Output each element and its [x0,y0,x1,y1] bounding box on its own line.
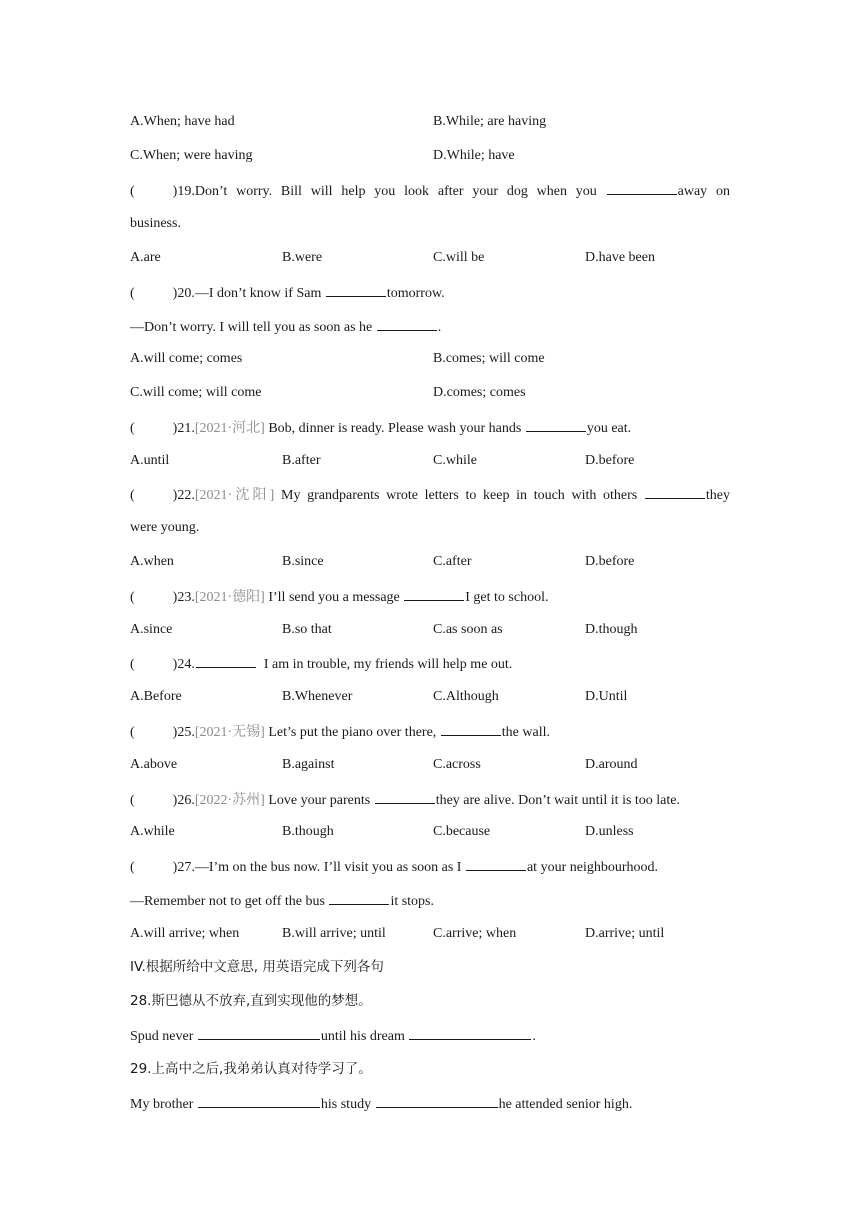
source-tag: [2021·德阳] [194,590,265,605]
q18-options-row-2 [130,146,730,166]
answer-blank[interactable] [376,1093,498,1108]
q25-stem [130,721,730,741]
q22-stem-cont: were young. [130,520,200,535]
q24-stem [130,653,730,673]
q20-text-end: tomorrow. [386,286,445,301]
q27-reply-end: it stops. [390,894,435,909]
q21-stem [130,417,730,437]
q26-option-a: A.while [130,824,175,839]
answer-paren: ( [130,860,135,875]
q19-text: Don’t worry. Bill will help you look after your dog when you [194,184,597,199]
answer-blank[interactable] [409,1025,531,1040]
q29-text: My brother [130,1097,194,1112]
answer-blank[interactable] [198,1025,320,1040]
question-number: )22. [172,488,195,503]
q24-options [130,687,730,707]
q26-stem [130,789,730,809]
q20-stem [130,282,730,302]
q27-reply [130,890,730,910]
q23-options [130,620,730,640]
q19-stem [130,180,730,200]
source-tag: [2021·无锡] [194,725,265,740]
answer-paren: ( [130,184,135,199]
answer-paren: ( [130,793,135,808]
answer-paren: ( [130,725,135,740]
q23-option-a: A.since [130,622,173,637]
answer-blank[interactable] [196,653,256,668]
question-number: )24. [172,657,195,672]
source-tag: [2022·苏州] [194,793,265,808]
q23-stem [130,586,730,606]
question-number: )21. [172,421,195,436]
q19-option-d: D.have been [585,250,655,265]
q21-text: Bob, dinner is ready. Please wash your hands [268,421,522,436]
answer-paren: ( [130,421,135,436]
q18-option-d: D.While; have [433,148,515,163]
q22-options [130,552,730,572]
q24-text: I am in trouble, my friends will help me out. [263,657,513,672]
q27-text-end: at your neighbourhood. [526,860,658,875]
q19-option-c: C.will be [433,250,485,265]
q18-option-c: C.When; were having [130,148,253,163]
answer-blank[interactable] [404,586,464,601]
q24-option-b: B.Whenever [282,689,353,704]
q19-options [130,248,730,268]
q21-text-end: you eat. [586,421,632,436]
q18-option-a: A.When; have had [130,114,235,129]
q25-options [130,755,730,775]
q29-text-end: he attended senior high. [498,1097,633,1112]
source-tag: [2021·沈阳] [194,488,275,503]
q24-option-d: D.Until [585,689,628,704]
answer-blank[interactable] [645,484,705,499]
q22-option-b: B.since [282,554,324,569]
source-tag: [2021·河北] [194,421,265,436]
section-heading: IV.根据所给中文意思, 用英语完成下列各句 [130,959,384,975]
q26-option-d: D.unless [585,824,634,839]
q25-option-c: C.across [433,757,481,772]
q23-text: I’ll send you a message [268,590,400,605]
answer-blank[interactable] [441,721,501,736]
q20-option-d: D.comes; comes [433,385,526,400]
q21-option-a: A.until [130,453,170,468]
q21-option-c: C.while [433,453,477,468]
q25-text: Let’s put the piano over there, [268,725,437,740]
q26-text-end: they are alive. Don’t wait until it is too late. [435,793,680,808]
answer-blank[interactable] [607,180,677,195]
q19-option-b: B.were [282,250,323,265]
answer-paren: ( [130,657,135,672]
q22-text-end: they [705,488,731,503]
q20-option-c: C.will come; will come [130,385,262,400]
question-number: )25. [172,725,195,740]
q20-text: —I don’t know if Sam [194,286,322,301]
q25-text-end: the wall. [501,725,551,740]
q19-stem-cont: business. [130,216,181,231]
q27-stem [130,856,730,876]
q19-text-end: away on [677,184,730,199]
q25-option-a: A.above [130,757,178,772]
answer-paren: ( [130,488,135,503]
q21-option-d: D.before [585,453,635,468]
question-number: )20. [172,286,195,301]
answer-blank[interactable] [526,417,586,432]
q20-option-b: B.comes; will come [433,351,545,366]
q28-text-end: . [532,1029,536,1044]
answer-blank[interactable] [375,789,435,804]
q25-option-d: D.around [585,757,638,772]
q22-option-c: C.after [433,554,472,569]
q22-option-a: A.when [130,554,174,569]
q28-chinese: 28.斯巴德从不放弃,直到实现他的梦想。 [130,993,372,1009]
q27-option-b: B.will arrive; until [282,926,386,941]
q28-text-mid: until his dream [320,1029,405,1044]
q28-english [130,1025,730,1045]
q22-option-d: D.before [585,554,635,569]
q21-options [130,451,730,471]
question-number: )26. [172,793,195,808]
q18-options-row-1 [130,112,730,132]
q20-option-a: A.will come; comes [130,351,243,366]
q29-text-mid: his study [320,1097,372,1112]
q20-options-row-1 [130,349,730,369]
q23-text-end: I get to school. [465,590,549,605]
q23-option-c: C.as soon as [433,622,503,637]
answer-blank[interactable] [326,282,386,297]
q29-chinese: 29.上高中之后,我弟弟认真对待学习了。 [130,1061,372,1077]
q28-text: Spud never [130,1029,194,1044]
q21-option-b: B.after [282,453,321,468]
q27-text: —I’m on the bus now. I’ll visit you as soon as I [194,860,462,875]
q27-option-a: A.will arrive; when [130,926,240,941]
q26-text: Love your parents [268,793,371,808]
answer-paren: ( [130,286,135,301]
q27-reply-text: —Remember not to get off the bus [130,894,325,909]
answer-blank[interactable] [329,890,389,905]
q20-options-row-2 [130,383,730,403]
q18-option-b: B.While; are having [433,114,547,129]
q29-english [130,1093,730,1113]
question-number: )23. [172,590,195,605]
q20-reply-text: —Don’t worry. I will tell you as soon as he [130,320,373,335]
q26-options [130,822,730,842]
q26-option-c: C.because [433,824,491,839]
q19-option-a: A.are [130,250,161,265]
q24-option-a: A.Before [130,689,182,704]
q25-option-b: B.against [282,757,335,772]
q27-options [130,924,730,944]
q23-option-d: D.though [585,622,638,637]
q22-stem [130,484,730,504]
answer-blank[interactable] [198,1093,320,1108]
q20-reply-end: . [437,320,442,335]
answer-paren: ( [130,590,135,605]
q20-reply [130,316,730,336]
q22-text: My grandparents wrote letters to keep in touch with others [281,488,638,503]
q27-option-c: C.arrive; when [433,926,517,941]
question-number: )27. [172,860,195,875]
q23-option-b: B.so that [282,622,332,637]
q24-option-c: C.Although [433,689,499,704]
question-number: )19. [172,184,195,199]
q26-option-b: B.though [282,824,334,839]
answer-blank[interactable] [466,856,526,871]
answer-blank[interactable] [377,316,437,331]
q27-option-d: D.arrive; until [585,926,665,941]
